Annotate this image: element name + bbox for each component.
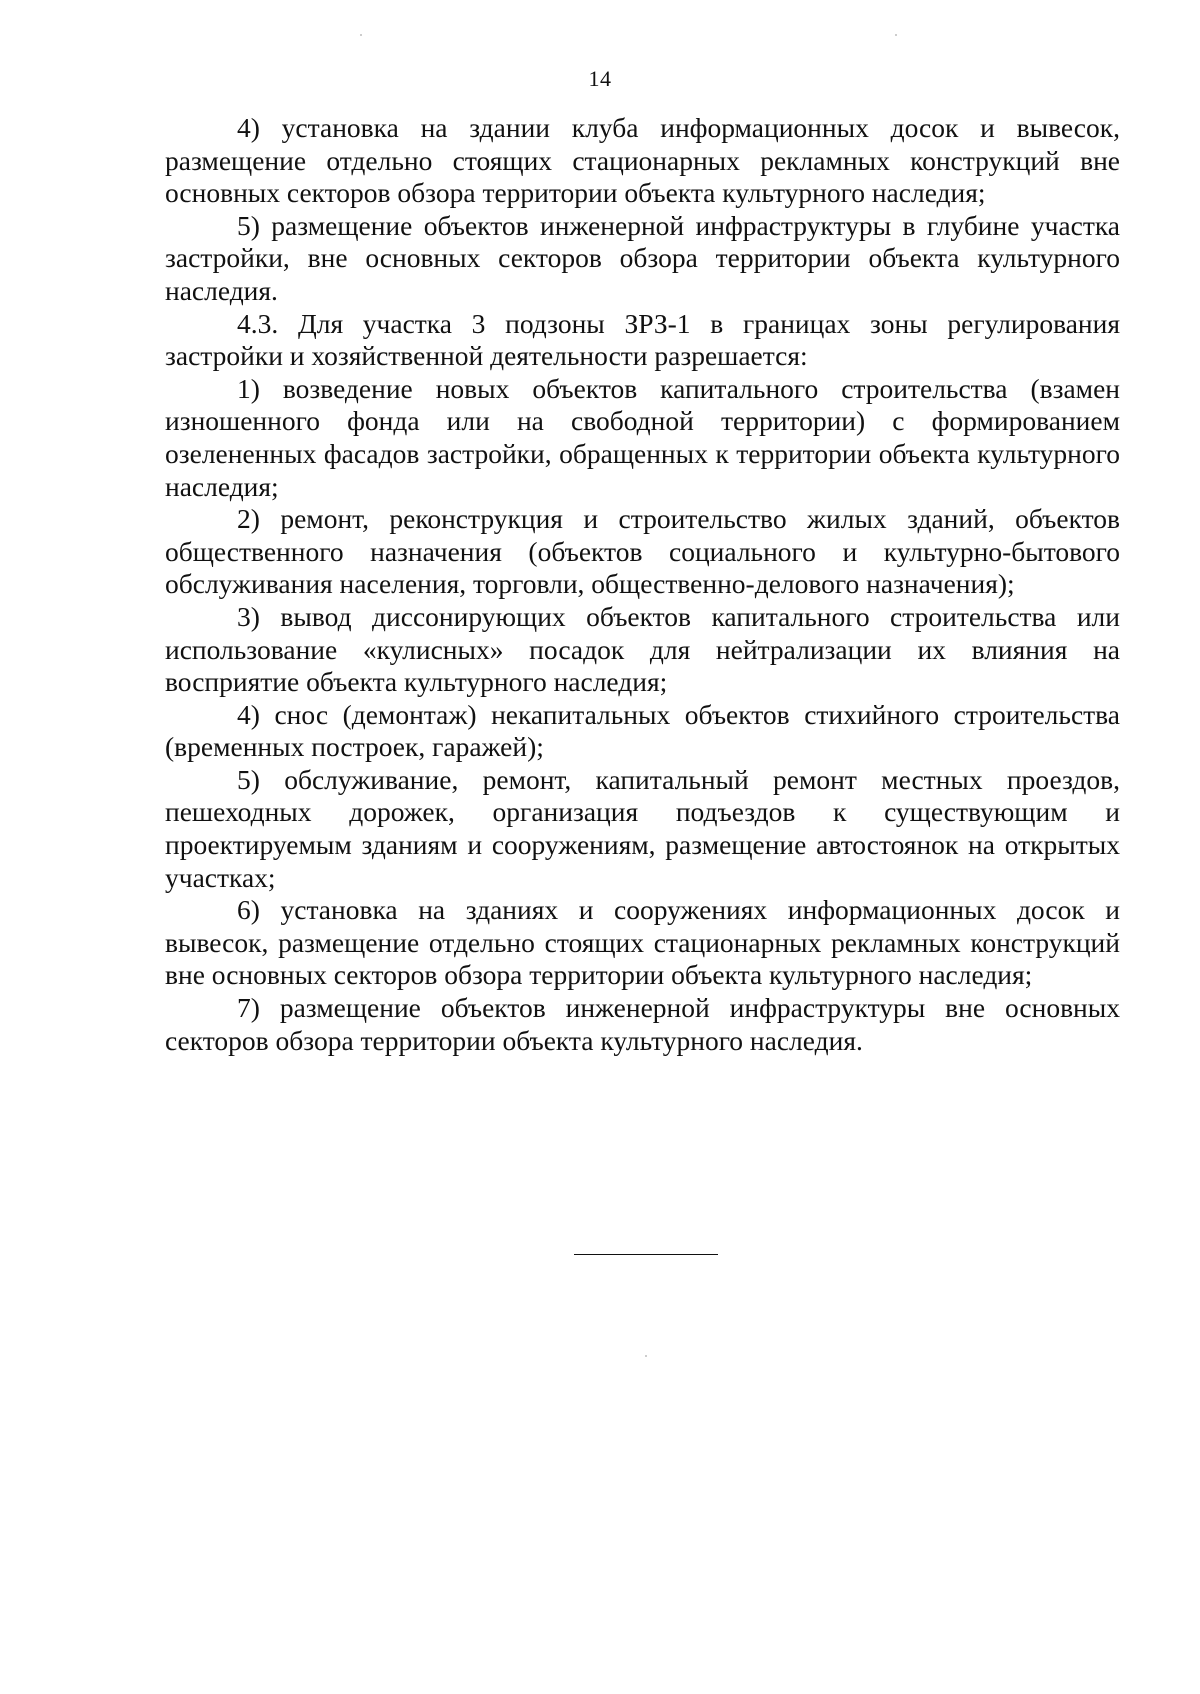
paragraph-item-2-repair-reconstruction: 2) ремонт, реконструкция и строительство жилых зданий, объектов общественного назначения (объектов социального и культурно-бытового обслуживания населения, торговли, общественно-делового назначения); xyxy=(165,503,1120,600)
paragraph-item-5-roads-parking: 5) обслуживание, ремонт, капитальный ремонт местных проездов, пешеходных дорожек, организация подъездов к существующим и проектируемым зданиям и сооружениям, размещение автостоянок на открытых участках; xyxy=(165,763,1120,893)
paragraph-item-6-signs-advertising: 6) установка на зданиях и сооружениях информационных досок и вывесок, размещение отдельно стоящих стационарных рекламных конструкций вне основных секторов обзора территории объекта культурного наследия; xyxy=(165,894,1120,991)
scan-speck xyxy=(360,34,362,36)
document-body xyxy=(165,112,1120,1057)
scan-speck xyxy=(895,34,897,36)
end-of-text-rule xyxy=(574,1254,718,1255)
paragraph-item-1-new-construction: 1) возведение новых объектов капитального строительства (взамен изношенного фонда или на свободной территории) с формированием озелененных фасадов застройки, обращенных к территории объекта культурного наследия; xyxy=(165,372,1120,502)
page-number: 14 xyxy=(588,66,612,91)
paragraph-item-3-dissonant-objects: 3) вывод диссонирующих объектов капитального строительства или использование «кулисных» посадок для нейтрализации их влияния на восприятие объекта культурного наследия; xyxy=(165,600,1120,698)
paragraph-item-4-club-signs: 4) установка на здании клуба информационных досок и вывесок, размещение отдельно стоящих стационарных рекламных конструкций вне основных секторов обзора территории объекта культурного наследия; xyxy=(165,112,1120,209)
paragraph-section-4-3-heading: 4.3. Для участка 3 подзоны ЗРЗ-1 в границах зоны регулирования застройки и хозяйственной деятельности разрешается: xyxy=(165,307,1120,372)
scan-speck xyxy=(645,1355,647,1357)
paragraph-item-7-engineering-infrastructure: 7) размещение объектов инженерной инфраструктуры вне основных секторов обзора территории объекта культурного наследия. xyxy=(165,992,1120,1056)
paragraph-item-5-infrastructure: 5) размещение объектов инженерной инфраструктуры в глубине участка застройки, вне основных секторов обзора территории объекта культурного наследия. xyxy=(165,209,1120,306)
paragraph-item-4-demolition: 4) снос (демонтаж) некапитальных объектов стихийного строительства (временных построек, гаражей); xyxy=(165,698,1120,763)
